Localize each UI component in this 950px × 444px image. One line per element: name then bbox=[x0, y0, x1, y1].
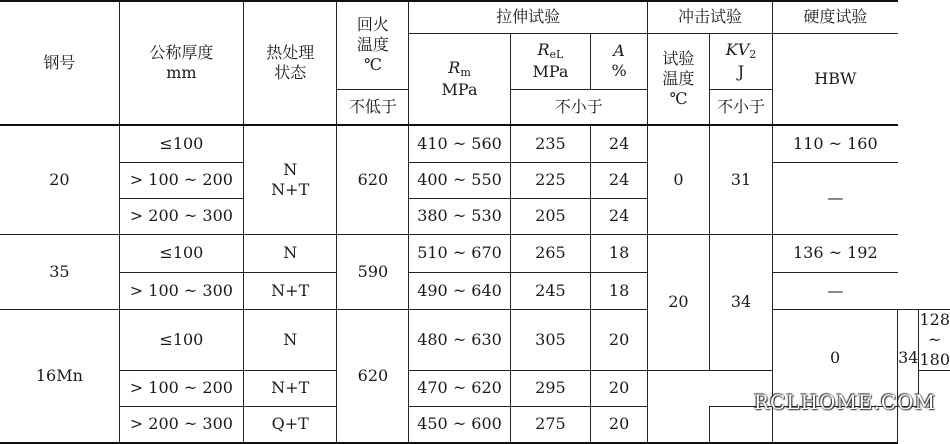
grade-cell: 16Mn bbox=[0, 309, 119, 443]
header-rel: $R_{eL}$ MPa bbox=[510, 33, 591, 89]
rel-cell: 235 bbox=[510, 125, 591, 162]
rel-cell: 205 bbox=[510, 198, 591, 234]
header-rm: $R_m$ MPa bbox=[409, 33, 510, 125]
rm-cell: 450 ~ 600 bbox=[409, 406, 510, 443]
rm-cell: 470 ~ 620 bbox=[409, 370, 510, 406]
kv2-cell: 31 bbox=[709, 125, 772, 234]
rel-cell: 295 bbox=[510, 370, 591, 406]
header-tensile-min: 不小于 bbox=[510, 89, 647, 125]
header-kv2: $KV_2$ J bbox=[709, 33, 772, 89]
tempering-cell: 620 bbox=[337, 125, 409, 234]
kv2-cell: 34 bbox=[898, 309, 919, 406]
header-test-temp: 试验 温度 ℃ bbox=[647, 33, 709, 125]
hbw-cell: — bbox=[773, 162, 898, 234]
thickness-cell: > 200 ~ 300 bbox=[119, 198, 243, 234]
tempering-cell: 620 bbox=[337, 309, 409, 443]
elongation-cell: 20 bbox=[591, 309, 648, 370]
heat-treatment-cell: N+T bbox=[244, 272, 337, 309]
tempering-cell: 590 bbox=[337, 234, 409, 309]
elongation-cell: 24 bbox=[591, 125, 648, 162]
grade-cell: 35 bbox=[0, 234, 119, 309]
test-temp-cell: 0 bbox=[773, 309, 898, 406]
rel-cell: 225 bbox=[510, 162, 591, 198]
rm-cell: 400 ~ 550 bbox=[409, 162, 510, 198]
heat-treatment-cell: Q+T bbox=[244, 406, 337, 443]
header-tempering-min: 不低于 bbox=[337, 89, 409, 125]
watermark: RCLHOME.COM bbox=[753, 390, 936, 414]
heat-treatment-cell: N bbox=[244, 309, 337, 370]
rm-cell: 480 ~ 630 bbox=[409, 309, 510, 370]
grade-cell: 20 bbox=[0, 125, 119, 234]
hbw-cell: 110 ~ 160 bbox=[773, 125, 898, 162]
heat-treatment-cell: N+T bbox=[244, 370, 337, 406]
table-row bbox=[0, 125, 950, 162]
hbw-cell: 136 ~ 192 bbox=[773, 234, 898, 272]
table-row bbox=[0, 309, 950, 370]
thickness-cell: > 100 ~ 200 bbox=[119, 162, 243, 198]
heat-treatment-cell: N N+T bbox=[244, 125, 337, 234]
thickness-cell: > 100 ~ 300 bbox=[119, 272, 243, 309]
header-nominal-thickness: 公称厚度 mm bbox=[119, 1, 243, 125]
test-temp-cell: 0 bbox=[647, 125, 709, 234]
rel-cell: 265 bbox=[510, 234, 591, 272]
header-impact-test: 冲击试验 bbox=[647, 1, 772, 33]
header-elongation: A % bbox=[591, 33, 648, 89]
elongation-cell: 18 bbox=[591, 234, 648, 272]
header-hardness-test: 硬度试验 bbox=[773, 1, 898, 33]
header-steel-grade: 钢号 bbox=[0, 1, 119, 125]
table-row bbox=[0, 272, 950, 309]
hbw-cell: 128 ~ 180 bbox=[919, 309, 950, 369]
rm-cell: 410 ~ 560 bbox=[409, 125, 510, 162]
rel-cell: 275 bbox=[510, 406, 591, 443]
thickness-cell: ≤100 bbox=[119, 234, 243, 272]
thickness-cell: ≤100 bbox=[119, 125, 243, 162]
thickness-cell: > 200 ~ 300 bbox=[119, 406, 243, 443]
kv2-cell: 34 bbox=[709, 234, 772, 370]
rm-cell: 380 ~ 530 bbox=[409, 198, 510, 234]
hbw-cell: — bbox=[773, 272, 898, 309]
thickness-cell: ≤100 bbox=[119, 309, 243, 370]
rel-cell: 305 bbox=[510, 309, 591, 370]
rm-cell: 510 ~ 670 bbox=[409, 234, 510, 272]
elongation-cell: 20 bbox=[591, 370, 648, 406]
table-row bbox=[0, 162, 950, 198]
elongation-cell: 20 bbox=[591, 406, 648, 443]
elongation-cell: 24 bbox=[591, 162, 648, 198]
table-row bbox=[0, 234, 950, 272]
header-hbw: HBW bbox=[773, 33, 898, 125]
header-tensile-test: 拉伸试验 bbox=[409, 1, 647, 33]
elongation-cell: 24 bbox=[591, 198, 648, 234]
header-impact-min: 不小于 bbox=[709, 89, 772, 125]
heat-treatment-cell: N bbox=[244, 234, 337, 272]
hbw-cell bbox=[647, 370, 709, 443]
rel-cell: 245 bbox=[510, 272, 591, 309]
elongation-cell: 18 bbox=[591, 272, 648, 309]
header-heat-treatment: 热处理 状态 bbox=[244, 1, 337, 125]
thickness-cell: > 100 ~ 200 bbox=[119, 370, 243, 406]
test-temp-cell: 20 bbox=[647, 234, 709, 370]
rm-cell: 490 ~ 640 bbox=[409, 272, 510, 309]
header-tempering-temp: 回火 温度 ℃ bbox=[337, 1, 409, 89]
